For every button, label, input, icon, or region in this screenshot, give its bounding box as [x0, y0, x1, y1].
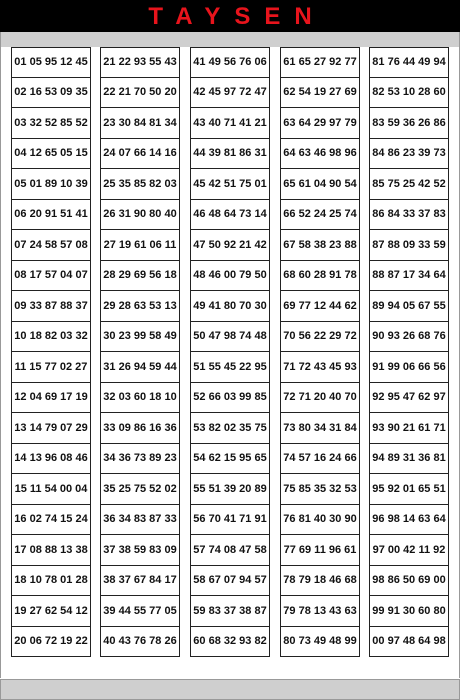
table-cell: 10 18 82 03 32	[11, 322, 91, 353]
table-cell: 07 24 58 57 08	[11, 230, 91, 261]
table-cell: 19 27 62 54 12	[11, 596, 91, 627]
table-column-3	[190, 47, 270, 657]
table-cell: 89 94 05 67 55	[369, 291, 449, 322]
table-cell: 47 50 92 21 42	[190, 230, 270, 261]
top-band	[0, 32, 460, 47]
table-cell: 17 08 88 13 38	[11, 535, 91, 566]
table-cell: 21 22 93 55 43	[100, 47, 180, 78]
table-cell: 69 77 12 44 62	[280, 291, 360, 322]
table-cell: 64 63 46 98 96	[280, 139, 360, 170]
table-cell: 41 49 56 76 06	[190, 47, 270, 78]
table-cell: 66 52 24 25 74	[280, 200, 360, 231]
table-cell: 04 12 65 05 15	[11, 139, 91, 170]
table-cell: 74 57 16 24 66	[280, 444, 360, 475]
table-column-1	[11, 47, 91, 657]
table-cell: 43 40 71 41 21	[190, 108, 270, 139]
table-cell: 71 72 43 45 93	[280, 352, 360, 383]
table-cell: 81 76 44 49 94	[369, 47, 449, 78]
table-cell: 51 55 45 22 95	[190, 352, 270, 383]
table-cell: 54 62 15 95 65	[190, 444, 270, 475]
table-cell: 83 59 36 26 86	[369, 108, 449, 139]
table-cell: 53 82 02 35 75	[190, 413, 270, 444]
table-cell: 86 84 33 37 83	[369, 200, 449, 231]
table-cell: 16 02 74 15 24	[11, 505, 91, 536]
table-cell: 02 16 53 09 35	[11, 78, 91, 109]
number-table	[0, 47, 460, 678]
table-cell: 12 04 69 17 19	[11, 383, 91, 414]
table-cell: 23 30 84 81 34	[100, 108, 180, 139]
table-cell: 09 33 87 88 37	[11, 291, 91, 322]
table-cell: 87 88 09 33 59	[369, 230, 449, 261]
table-cell: 84 86 23 39 73	[369, 139, 449, 170]
table-cell: 01 05 95 12 45	[11, 47, 91, 78]
table-cell: 62 54 19 27 69	[280, 78, 360, 109]
table-cell: 59 83 37 38 87	[190, 596, 270, 627]
table-cell: 50 47 98 74 48	[190, 322, 270, 353]
table-cell: 72 71 20 40 70	[280, 383, 360, 414]
table-column-5	[369, 47, 449, 657]
table-cell: 56 70 41 71 91	[190, 505, 270, 536]
table-cell: 52 66 03 99 85	[190, 383, 270, 414]
table-cell: 37 38 59 83 09	[100, 535, 180, 566]
table-cell: 65 61 04 90 54	[280, 169, 360, 200]
table-cell: 60 68 32 93 82	[190, 627, 270, 658]
table-cell: 92 95 47 62 97	[369, 383, 449, 414]
title-bar	[0, 0, 460, 33]
table-cell: 73 80 34 31 84	[280, 413, 360, 444]
table-cell: 34 36 73 89 23	[100, 444, 180, 475]
bottom-band	[0, 679, 460, 700]
table-cell: 96 98 14 63 64	[369, 505, 449, 536]
page-title: TAYSEN	[148, 2, 326, 30]
table-cell: 58 67 07 94 57	[190, 566, 270, 597]
table-column-2	[100, 47, 180, 657]
table-cell: 29 28 63 53 13	[100, 291, 180, 322]
table-cell: 82 53 10 28 60	[369, 78, 449, 109]
table-cell: 36 34 83 87 33	[100, 505, 180, 536]
table-cell: 45 42 51 75 01	[190, 169, 270, 200]
table-cell: 61 65 27 92 77	[280, 47, 360, 78]
table-cell: 98 86 50 69 00	[369, 566, 449, 597]
table-cell: 93 90 21 61 71	[369, 413, 449, 444]
table-cell: 75 85 35 32 53	[280, 474, 360, 505]
table-cell: 28 29 69 56 18	[100, 261, 180, 292]
table-cell: 44 39 81 86 31	[190, 139, 270, 170]
table-cell: 06 20 91 51 41	[11, 200, 91, 231]
table-cell: 80 73 49 48 99	[280, 627, 360, 658]
table-cell: 57 74 08 47 58	[190, 535, 270, 566]
table-cell: 24 07 66 14 16	[100, 139, 180, 170]
table-cell: 48 46 00 79 50	[190, 261, 270, 292]
table-cell: 30 23 99 58 49	[100, 322, 180, 353]
table-cell: 88 87 17 34 64	[369, 261, 449, 292]
table-cell: 13 14 79 07 29	[11, 413, 91, 444]
table-column-4	[280, 47, 360, 657]
table-cell: 46 48 64 73 14	[190, 200, 270, 231]
table-cell: 76 81 40 30 90	[280, 505, 360, 536]
table-cell: 33 09 86 16 36	[100, 413, 180, 444]
table-cell: 38 37 67 84 17	[100, 566, 180, 597]
table-cell: 94 89 31 36 81	[369, 444, 449, 475]
table-cell: 27 19 61 06 11	[100, 230, 180, 261]
table-cell: 15 11 54 00 04	[11, 474, 91, 505]
table-cell: 00 97 48 64 98	[369, 627, 449, 658]
table-cell: 68 60 28 91 78	[280, 261, 360, 292]
table-cell: 95 92 01 65 51	[369, 474, 449, 505]
table-cell: 25 35 85 82 03	[100, 169, 180, 200]
table-cell: 39 44 55 77 05	[100, 596, 180, 627]
table-cell: 70 56 22 29 72	[280, 322, 360, 353]
table-cell: 26 31 90 80 40	[100, 200, 180, 231]
table-cell: 22 21 70 50 20	[100, 78, 180, 109]
table-cell: 20 06 72 19 22	[11, 627, 91, 658]
table-cell: 91 99 06 66 56	[369, 352, 449, 383]
table-cell: 11 15 77 02 27	[11, 352, 91, 383]
table-cell: 18 10 78 01 28	[11, 566, 91, 597]
table-cell: 14 13 96 08 46	[11, 444, 91, 475]
table-cell: 67 58 38 23 88	[280, 230, 360, 261]
table-cell: 97 00 42 11 92	[369, 535, 449, 566]
table-cell: 49 41 80 70 30	[190, 291, 270, 322]
table-cell: 99 91 30 60 80	[369, 596, 449, 627]
table-cell: 85 75 25 42 52	[369, 169, 449, 200]
table-cell: 31 26 94 59 44	[100, 352, 180, 383]
table-cell: 35 25 75 52 02	[100, 474, 180, 505]
table-cell: 40 43 76 78 26	[100, 627, 180, 658]
table-cell: 08 17 57 04 07	[11, 261, 91, 292]
table-cell: 32 03 60 18 10	[100, 383, 180, 414]
table-cell: 63 64 29 97 79	[280, 108, 360, 139]
table-cell: 79 78 13 43 63	[280, 596, 360, 627]
table-cell: 77 69 11 96 61	[280, 535, 360, 566]
table-cell: 90 93 26 68 76	[369, 322, 449, 353]
table-cell: 78 79 18 46 68	[280, 566, 360, 597]
table-cell: 55 51 39 20 89	[190, 474, 270, 505]
table-cell: 42 45 97 72 47	[190, 78, 270, 109]
table-cell: 05 01 89 10 39	[11, 169, 91, 200]
table-cell: 03 32 52 85 52	[11, 108, 91, 139]
